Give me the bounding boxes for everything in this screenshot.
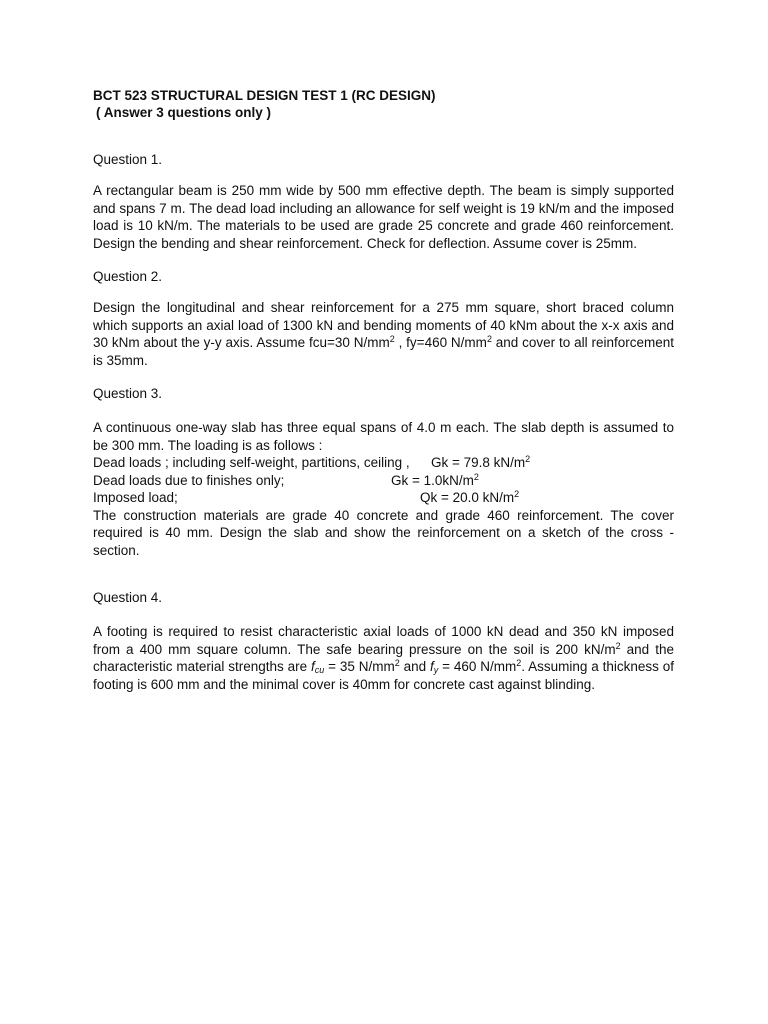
question-1-body: A rectangular beam is 250 mm wide by 500 mm effective depth. The beam is simply supported and spans 7 m. The dead load including an allowance for self weight is 19 kN/m and the imposed load is 10 kN/m. The materials to be used are grade 25 concrete and grade 460 reinforcement. Design the bending and shear reinforcement. Check for deflection. Assume cover is 25mm.: [93, 183, 674, 251]
exam-document: [93, 87, 674, 693]
superscript: 2: [615, 640, 621, 651]
question-2-heading: Question 2.: [93, 269, 163, 284]
question-4-heading: Question 4.: [93, 590, 163, 605]
document-title: BCT 523 STRUCTURAL DESIGN TEST 1 (RC DESIGN): [93, 88, 436, 103]
load-label: Imposed load;: [93, 490, 178, 505]
load-value: $Gk = 1.0kN/m^2$: [391, 471, 479, 488]
load-row-dead-loads: [93, 454, 674, 472]
document-subtitle: ( Answer 3 questions only ): [96, 105, 272, 120]
superscript: 2: [394, 658, 400, 668]
load-value: Qk = 20.0 $kN/m^2$: [420, 489, 520, 505]
symbol-fcu: $f_{cu}$: [311, 659, 325, 675]
question-2-text-a: Design the longitudinal and shear reinforcement for a 275 mm square, short braced column which supports an axial load of 1300 kN and bending moments of 40 kNm about the x-x axis and 30 kNm about the y-y axis. Assume fcu=30 N/mm: [93, 300, 674, 350]
question-3-intro: A continuous one-way slab has three equal spans of 4.0 m each. The slab depth is assumed to be 300 mm. The loading is as follows :: [93, 420, 674, 453]
superscript: 2: [486, 334, 492, 344]
superscript: 2: [389, 334, 395, 344]
load-row-finishes: [93, 472, 674, 490]
load-label: Dead loads due to finishes only;: [93, 472, 285, 488]
symbol-fy: $f_y$: [430, 659, 439, 675]
question-2-text-b: , fy=460 N/mm: [394, 335, 487, 350]
superscript: 2: [516, 658, 522, 668]
question-2-body: [93, 299, 674, 369]
load-label: Dead loads ; including self-weight, partitions, ceiling ,: [93, 455, 410, 470]
question-3-closing: The construction materials are grade 40 concrete and grade 460 reinforcement. The cover required is 40 mm. Design the slab and show the reinforcement on a sketch of the cross - section.: [93, 507, 674, 558]
load-row-imposed: [93, 489, 674, 507]
question-2-text-c: and cover to all reinforcement is 35mm.: [93, 335, 675, 368]
question-4-body: A footing is required to resist characteristic axial loads of 1000 kN dead and 350 kN imposed from a 400 mm square column. The safe bearing pressure on the soil is 200 $kN/m^2$ and the characteristic material strengths are $f_{cu} = 35$ $N/mm^2$ and $f_y = 460$ $N/mm^2$. Assuming a thickness of footing is 600 mm and the minimal cover is 40mm for concrete cast against blinding.: [93, 624, 674, 692]
load-value: Gk = 79.8 $kN/m^2$: [431, 454, 531, 470]
question-3-heading: Question 3.: [93, 386, 163, 401]
question-1-heading: Question 1.: [93, 152, 163, 167]
